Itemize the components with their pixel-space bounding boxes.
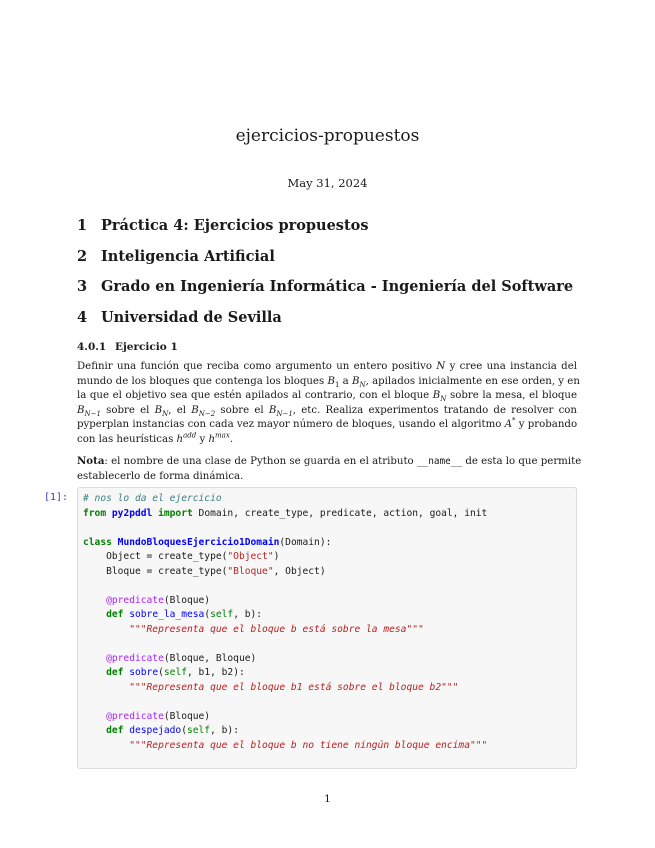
code-cell[interactable] <box>77 487 577 769</box>
code-line <box>83 507 576 522</box>
code-line <box>83 710 576 725</box>
text: , el <box>168 404 192 416</box>
note-label: Nota <box>77 455 105 467</box>
text: sobre el <box>215 404 269 416</box>
keyword: import <box>158 507 193 519</box>
math-sub: N−2 <box>198 409 216 418</box>
docstring: """Representa que el bloque b está sobre la mesa""" <box>83 623 424 635</box>
string: "Object" <box>227 551 274 562</box>
text: a <box>339 375 352 387</box>
math: N <box>436 361 446 372</box>
math-sub: N <box>359 380 366 389</box>
text: de esta lo que permite <box>462 456 582 467</box>
code-line <box>83 652 576 667</box>
math-sub: N−1 <box>276 409 293 418</box>
math-sup: max <box>215 431 230 440</box>
math: B <box>154 404 163 416</box>
self-keyword: self <box>186 725 211 736</box>
code-line <box>83 579 576 594</box>
code-line <box>83 536 576 551</box>
section-title: Inteligencia Artificial <box>101 248 275 265</box>
code-line <box>83 550 576 565</box>
comment: # nos lo da el ejercicio <box>83 493 222 504</box>
document-date: May 31, 2024 <box>287 176 368 190</box>
section-title: Universidad de Sevilla <box>101 309 282 326</box>
section-title: Práctica 4: Ejercicios propuestos <box>101 217 369 234</box>
text: con las heurísticas <box>77 433 177 445</box>
code-text: , b1, b2): <box>187 667 245 678</box>
code-text: (Bloque) <box>163 594 211 606</box>
section-number: 4 <box>77 309 88 326</box>
section-heading-2 <box>77 248 597 265</box>
string: "Bloque" <box>227 565 274 577</box>
math-sub: N <box>162 409 169 418</box>
text: pyperplan instancias con cada vez mayor número de bloques, usando el algoritmo <box>77 419 505 431</box>
section-number: 3 <box>77 278 88 295</box>
cell-prompt: [1]: <box>44 492 69 503</box>
math-sup: add <box>183 431 197 440</box>
class-name: MundoBloquesEjercicio1Domain <box>117 536 280 548</box>
code-text: ) <box>273 551 280 562</box>
code-text: , Object) <box>273 565 326 577</box>
text: sobre la mesa, el bloque <box>446 390 577 402</box>
code-line: def despejado(self, b): <box>83 725 239 736</box>
code-text: (Domain): <box>279 536 332 548</box>
note-paragraph <box>77 454 582 484</box>
text: y probando <box>515 419 578 431</box>
text: sobre el <box>100 404 155 416</box>
math: A <box>504 419 513 431</box>
section-number: 1 <box>77 217 88 234</box>
math: B <box>77 404 85 416</box>
math: B <box>351 375 360 387</box>
subsection-title: Ejercicio 1 <box>115 341 178 353</box>
code-line: def sobre(self, b1, b2): <box>83 667 245 678</box>
text: establecerlo de forma dinámica. <box>77 470 244 482</box>
code-line <box>83 681 576 696</box>
code-line <box>83 623 576 638</box>
decorator: @predicate <box>83 594 164 606</box>
page-title: ejercicios-propuestos <box>235 126 420 146</box>
exercise-paragraph <box>77 360 580 448</box>
section-number: 2 <box>77 248 88 265</box>
keyword: class <box>83 536 112 548</box>
code-line <box>83 492 576 507</box>
code-text: Bloque = create_type( <box>83 565 228 577</box>
math-sup: * <box>512 416 516 425</box>
section-heading-1 <box>77 217 597 234</box>
text: Definir una función que reciba como argumento un entero positivo <box>77 361 437 372</box>
math: h <box>208 433 216 445</box>
code-text: Domain, create_type, predicate, action, goal, init <box>192 507 488 519</box>
text: . <box>229 433 234 445</box>
math: B <box>268 404 277 416</box>
code-line <box>83 695 576 710</box>
function-name: despejado <box>129 725 182 736</box>
section-heading-3 <box>77 278 597 295</box>
code-line <box>83 565 576 580</box>
subsection-heading <box>77 341 178 353</box>
math: B <box>327 375 335 387</box>
section-heading-4 <box>77 309 597 326</box>
code-text: , b): <box>210 725 239 736</box>
code-line <box>83 521 576 536</box>
keyword: def <box>83 609 124 620</box>
text: la que el objetivo sea que estén apilados al contrario, con el bloque <box>77 390 433 402</box>
page-number: 1 <box>324 793 331 805</box>
text: , etc. Realiza experimentos tratando de resolver con <box>292 404 577 416</box>
section-title: Grado en Ingeniería Informática - Ingeniería del Software <box>101 278 574 295</box>
text: y <box>196 433 209 445</box>
decorator: @predicate <box>83 652 164 664</box>
docstring: """Representa que el bloque b1 está sobre el bloque b2""" <box>83 681 459 693</box>
math-sub: 1 <box>334 380 340 389</box>
text: , apilados inicialmente en ese orden, y en <box>365 375 580 387</box>
math: B <box>432 390 441 402</box>
inline-code: __name__ <box>416 456 463 467</box>
function-name: sobre <box>129 667 159 678</box>
text: : el nombre de una clase de Python se guarda en el atributo <box>104 456 417 467</box>
decorator: @predicate <box>83 710 164 722</box>
function-name: sobre_la_mesa <box>129 609 205 620</box>
code-text: (Bloque, Bloque) <box>163 652 257 664</box>
text: mundo de los bloques que contenga los bloques <box>77 375 328 387</box>
math-sub: N <box>440 395 447 404</box>
text: y cree una instancia del <box>445 361 577 372</box>
keyword: def <box>83 667 124 678</box>
math-sub: N−1 <box>84 409 101 418</box>
code-text: Object = create_type( <box>83 551 228 562</box>
code-line <box>83 594 576 609</box>
docstring: """Representa que el bloque b no tiene ningún bloque encima""" <box>83 739 488 751</box>
code-line <box>83 637 576 652</box>
self-keyword: self <box>210 609 234 620</box>
subsection-number: 4.0.1 <box>77 341 107 353</box>
self-keyword: self <box>163 667 187 678</box>
code-text: (Bloque) <box>163 710 211 722</box>
math: B <box>191 404 199 416</box>
module-name: py2pddl <box>111 507 153 519</box>
math: h <box>176 433 184 445</box>
code-line: def sobre_la_mesa(self, b): <box>83 609 263 620</box>
keyword: from <box>83 507 107 519</box>
code-text: , b): <box>233 609 263 620</box>
code-line <box>83 739 576 754</box>
keyword: def <box>83 725 124 736</box>
